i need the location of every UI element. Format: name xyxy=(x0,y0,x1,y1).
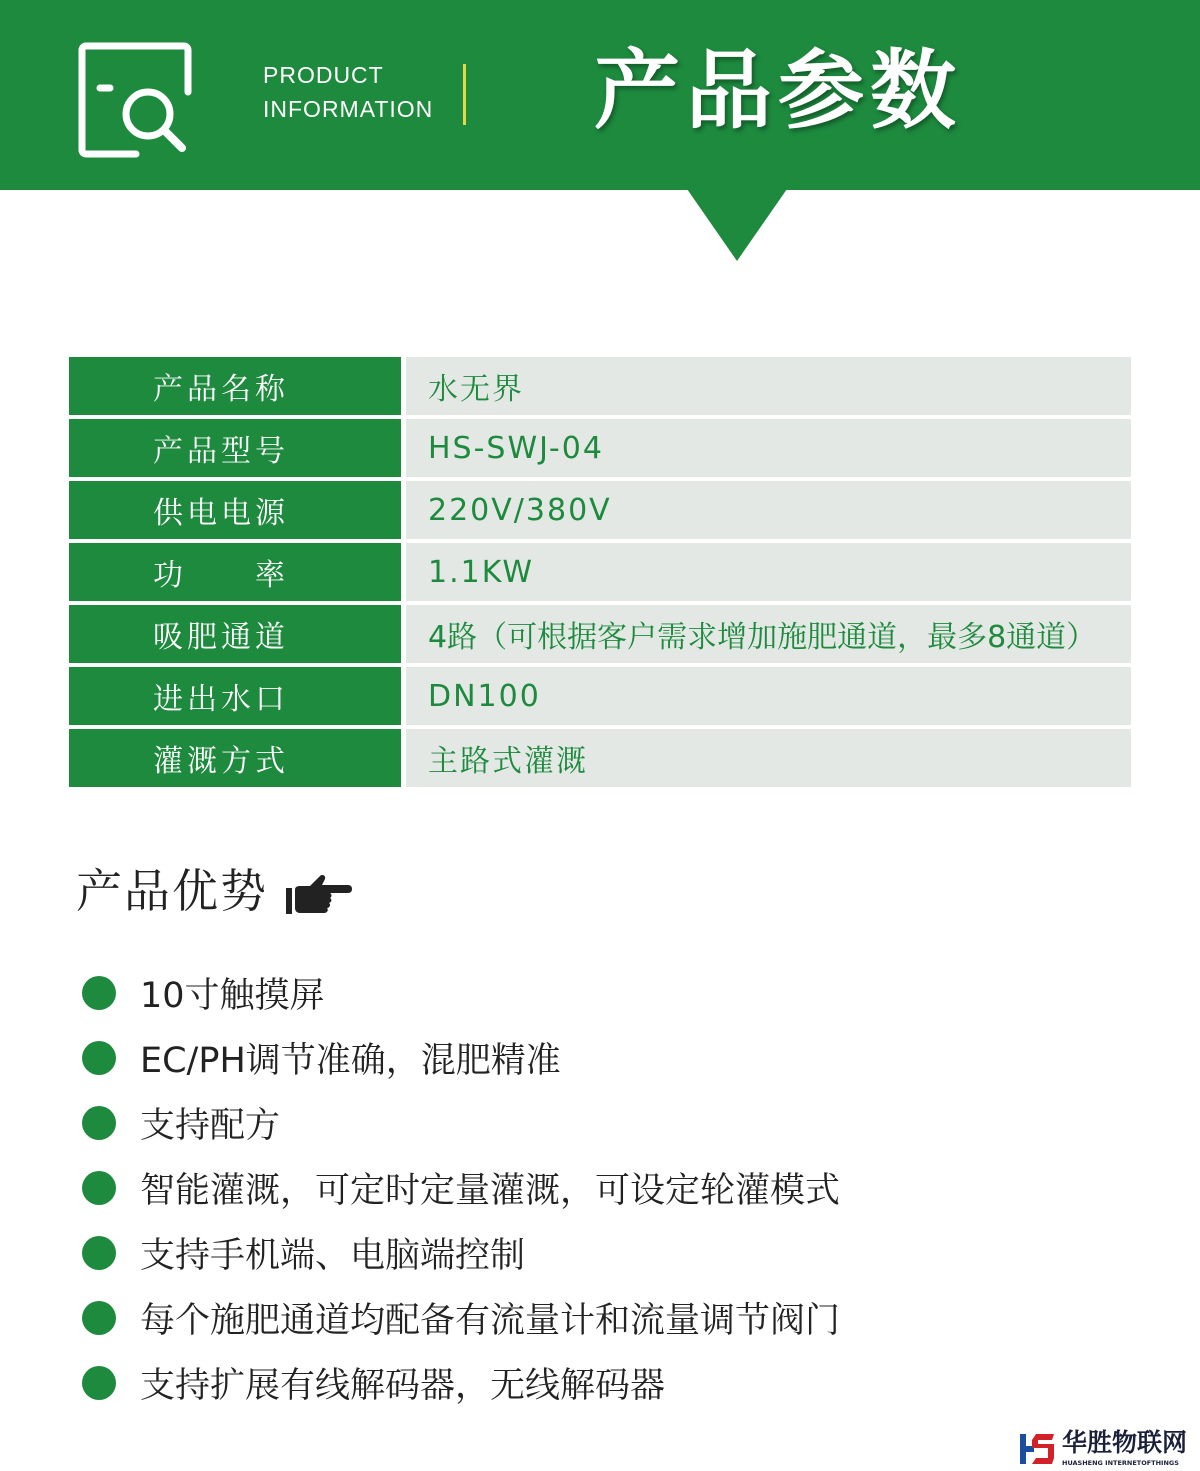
param-label: 吸肥通道 xyxy=(69,605,401,663)
banner-arrow xyxy=(687,189,787,261)
advantage-text: 每个施肥通道均配备有流量计和流量调节阀门 xyxy=(140,1300,841,1341)
list-item xyxy=(82,1285,840,1350)
header-divider xyxy=(463,64,466,125)
bullet-dot xyxy=(82,1041,116,1075)
param-label: 产品型号 xyxy=(69,419,401,477)
table-row xyxy=(69,481,1131,539)
param-value: 主路式灌溉 xyxy=(406,729,1131,787)
advantage-text: 10寸触摸屏 xyxy=(140,975,325,1016)
params-table xyxy=(69,357,1131,791)
table-row xyxy=(69,667,1131,725)
param-value: 220V/380V xyxy=(406,481,1131,539)
list-item xyxy=(82,1025,840,1090)
table-row xyxy=(69,729,1131,787)
list-item xyxy=(82,1090,840,1155)
param-value: DN100 xyxy=(406,667,1131,725)
list-item xyxy=(82,1220,840,1285)
bullet-dot xyxy=(82,976,116,1010)
logo-english-name: HUASHENG INTERNETOFTHINGS xyxy=(1062,1459,1179,1467)
param-label: 进出水口 xyxy=(69,667,401,725)
table-row xyxy=(69,419,1131,477)
bullet-dot xyxy=(82,1366,116,1400)
table-row xyxy=(69,543,1131,601)
param-value: 4路（可根据客户需求增加施肥通道，最多8通道） xyxy=(406,605,1131,663)
logo-chinese-name: 华胜物联网 xyxy=(1062,1428,1188,1457)
pointing-hand-icon xyxy=(286,874,352,916)
param-label: 供电电源 xyxy=(69,481,401,539)
param-value: HS-SWJ-04 xyxy=(406,419,1131,477)
advantage-text: 智能灌溉，可定时定量灌溉，可设定轮灌模式 xyxy=(140,1170,841,1211)
advantage-text: 支持扩展有线解码器，无线解码器 xyxy=(140,1365,666,1406)
advantages-title: 产品优势 xyxy=(76,864,268,918)
bullet-dot xyxy=(82,1106,116,1140)
bullet-dot xyxy=(82,1236,116,1270)
list-item xyxy=(82,1155,840,1220)
subtitle-product: PRODUCT xyxy=(263,62,384,88)
search-document-icon xyxy=(76,40,196,160)
param-label: 产品名称 xyxy=(69,357,401,415)
bullet-dot xyxy=(82,1301,116,1335)
advantage-text: 支持配方 xyxy=(140,1105,281,1146)
advantages-list xyxy=(82,960,840,1415)
subtitle-information: INFORMATION xyxy=(263,96,434,122)
param-value: 水无界 xyxy=(406,357,1131,415)
company-logo xyxy=(1018,1430,1198,1468)
list-item xyxy=(82,1350,840,1415)
param-value: 1.1KW xyxy=(406,543,1131,601)
hs-logo-icon xyxy=(1018,1430,1056,1468)
page-title: 产品参数 xyxy=(594,41,962,141)
list-item xyxy=(82,960,840,1025)
advantage-text: 支持手机端、电脑端控制 xyxy=(140,1235,526,1276)
param-label: 灌溉方式 xyxy=(69,729,401,787)
header-banner xyxy=(0,0,1200,190)
bullet-dot xyxy=(82,1171,116,1205)
table-row xyxy=(69,605,1131,663)
advantage-text: EC/PH调节准确，混肥精准 xyxy=(140,1040,561,1081)
table-row xyxy=(69,357,1131,415)
param-label: 功 率 xyxy=(69,543,401,601)
